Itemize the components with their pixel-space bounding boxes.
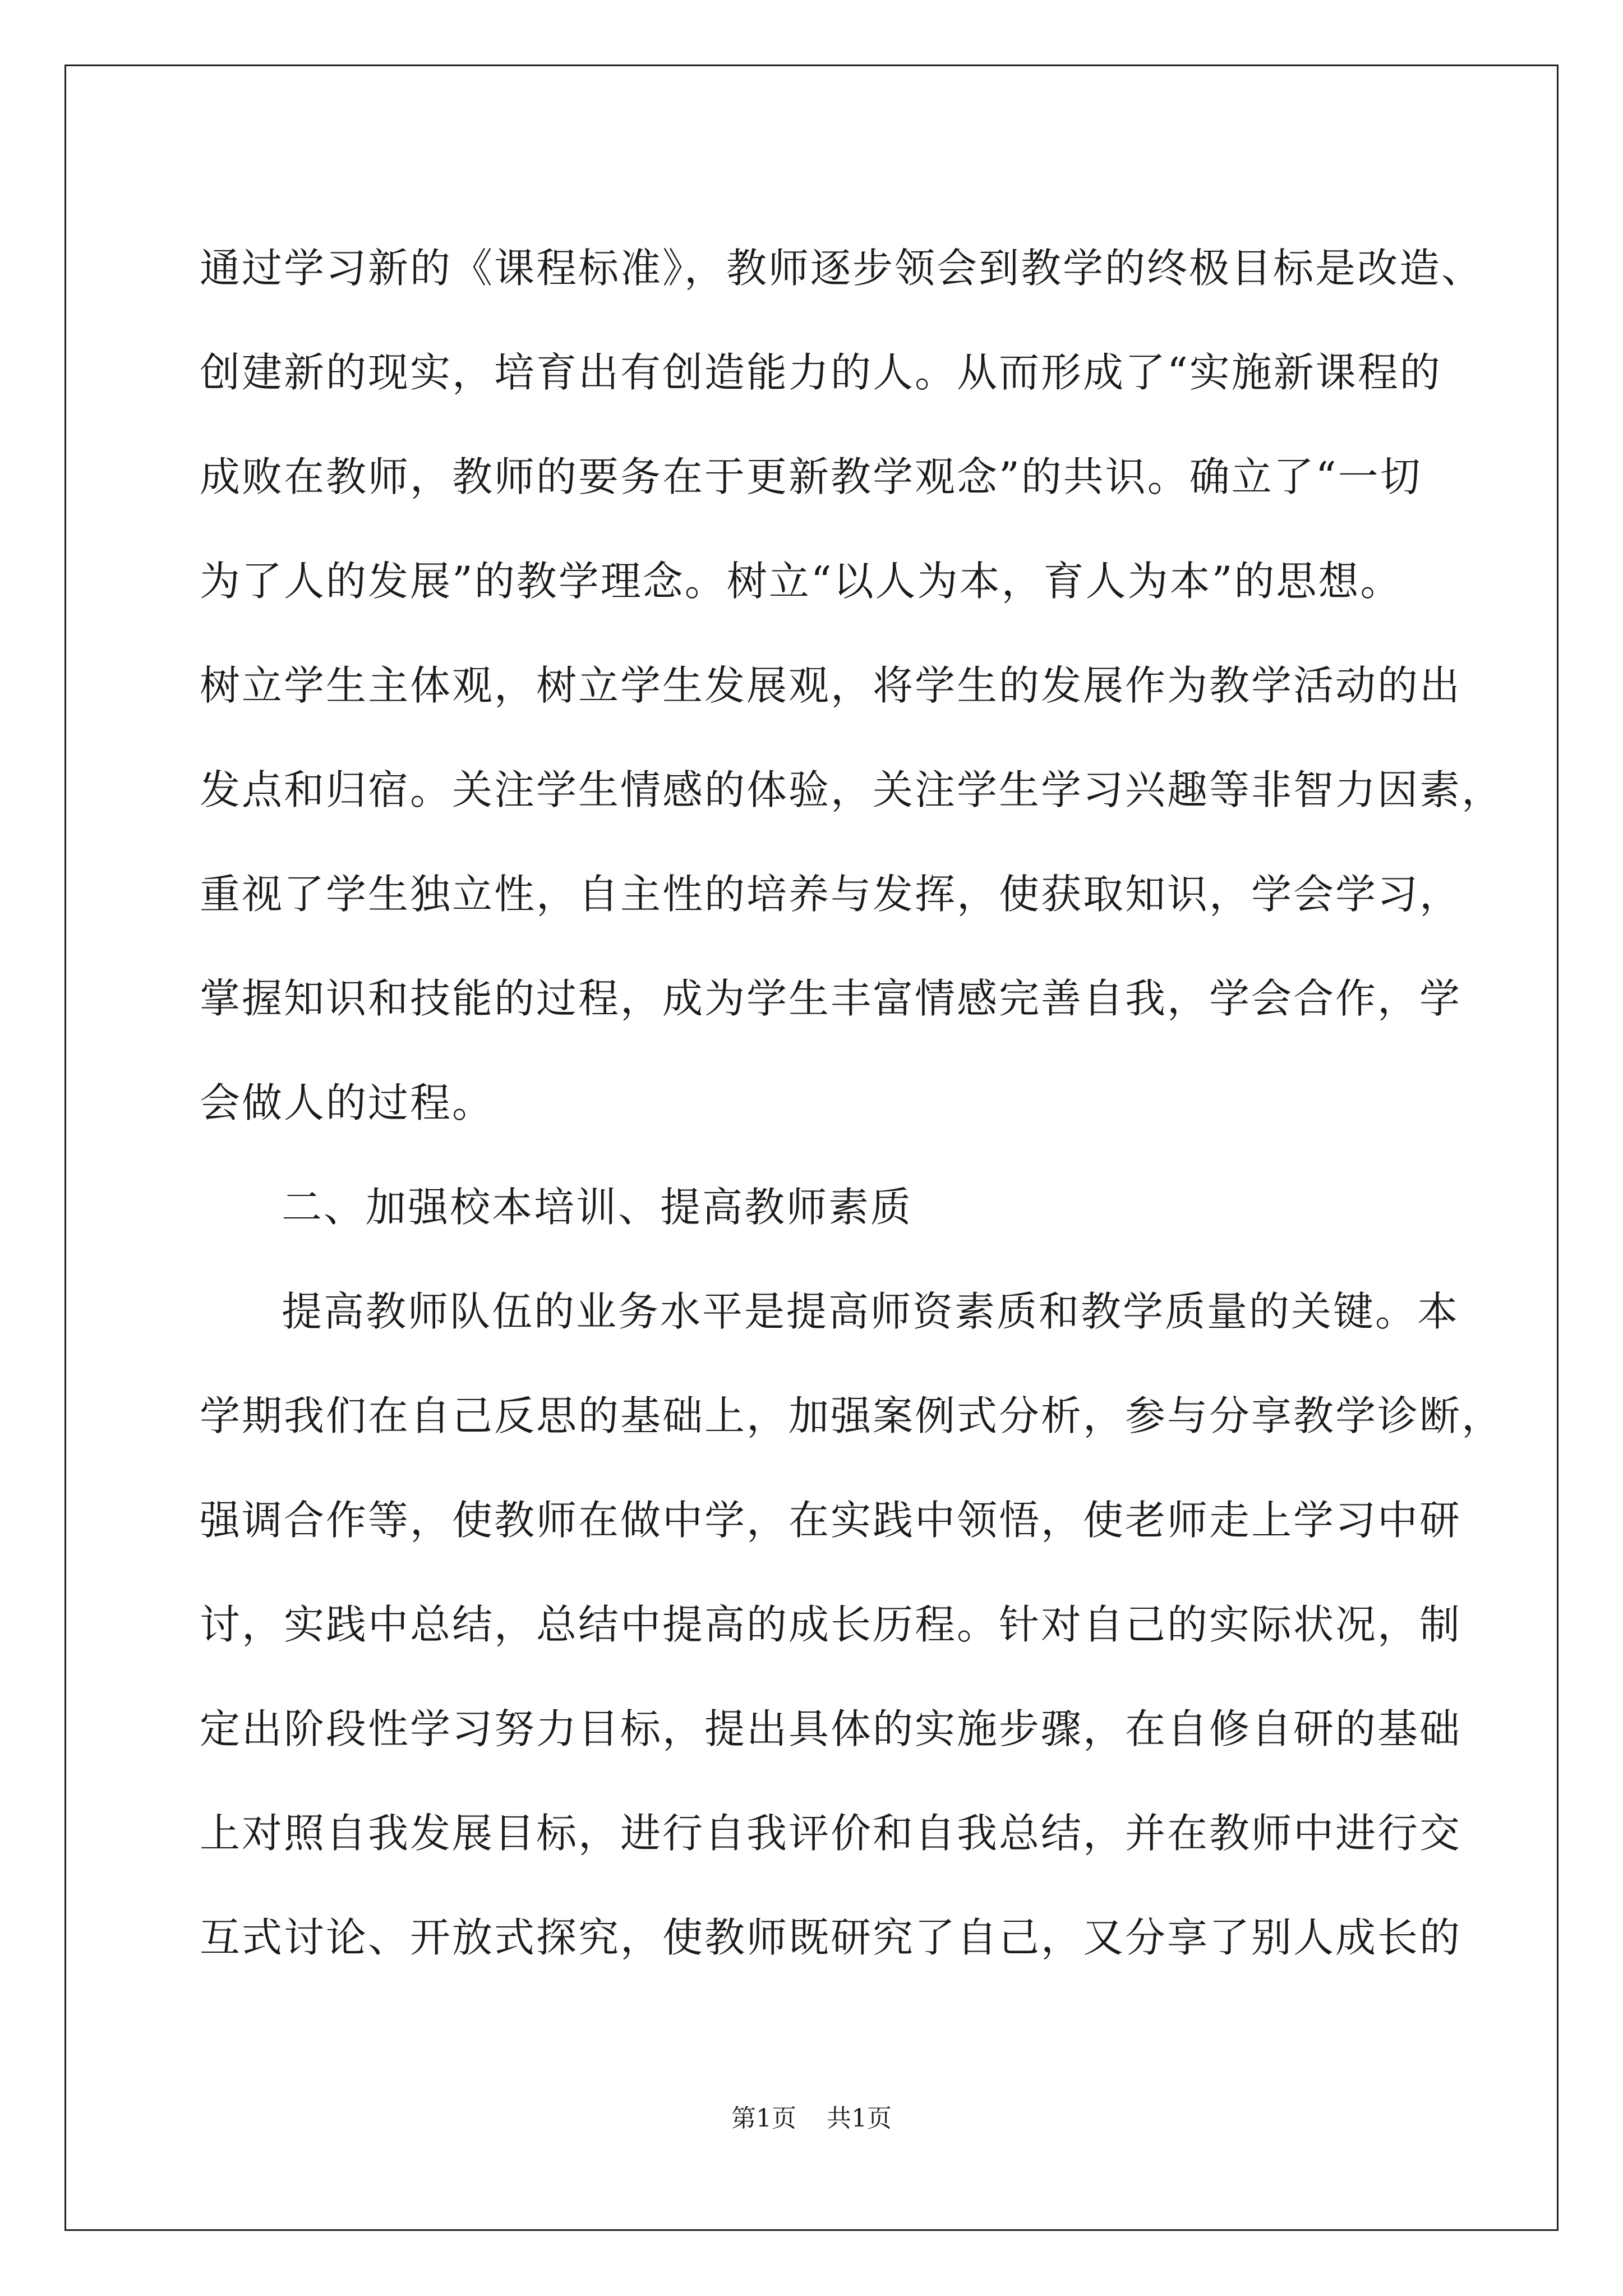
page-footer: [0, 2098, 1623, 2134]
body-line: 树立学生主体观，树立学生发展观，将学生的发展作为教学活动的出: [200, 662, 1462, 709]
body-line: 定出阶段性学习努力目标，提出具体的实施步骤，在自修自研的基础: [200, 1705, 1462, 1752]
body-line: 掌握知识和技能的过程，成为学生丰富情感完善自我，学会合作，学: [200, 975, 1462, 1022]
body-line: 强调合作等，使教师在做中学，在实践中领悟，使老师走上学习中研: [200, 1497, 1462, 1544]
document-body: [200, 216, 1504, 1990]
body-line: 学期我们在自己反思的基础上，加强案例式分析，参与分享教学诊断，: [200, 1392, 1504, 1439]
body-line: 会做人的过程。: [200, 1079, 495, 1126]
body-line: 重视了学生独立性，自主性的培养与发挥，使获取知识，学会学习，: [200, 871, 1462, 918]
page-number: 第1页: [731, 2104, 796, 2133]
body-line: 为了人的发展”的教学理念。树立“以人为本，育人为本”的思想。: [200, 558, 1403, 605]
body-line: 提高教师队伍的业务水平是提高师资素质和教学质量的关键。本: [282, 1288, 1460, 1335]
body-line: 通过学习新的《课程标准》，教师逐步领会到教学的终极目标是改造、: [200, 245, 1484, 292]
section-heading: 二、加强校本培训、提高教师素质: [282, 1184, 913, 1231]
body-line: 上对照自我发展目标，进行自我评价和自我总结，并在教师中进行交: [200, 1810, 1462, 1857]
body-line: 发点和归宿。关注学生情感的体验，关注学生学习兴趣等非智力因素，: [200, 766, 1504, 813]
body-line: 创建新的现实，培育出有创造能力的人。从而形成了“实施新课程的: [200, 349, 1442, 396]
body-line: 互式讨论、开放式探究，使教师既研究了自己，又分享了别人成长的: [200, 1914, 1462, 1961]
body-line: 讨，实践中总结，总结中提高的成长历程。针对自己的实际状况，制: [200, 1601, 1462, 1648]
page-total: 共1页: [827, 2104, 892, 2133]
body-line: 成败在教师，教师的要务在于更新教学观念”的共识。确立了“一切: [200, 453, 1422, 500]
